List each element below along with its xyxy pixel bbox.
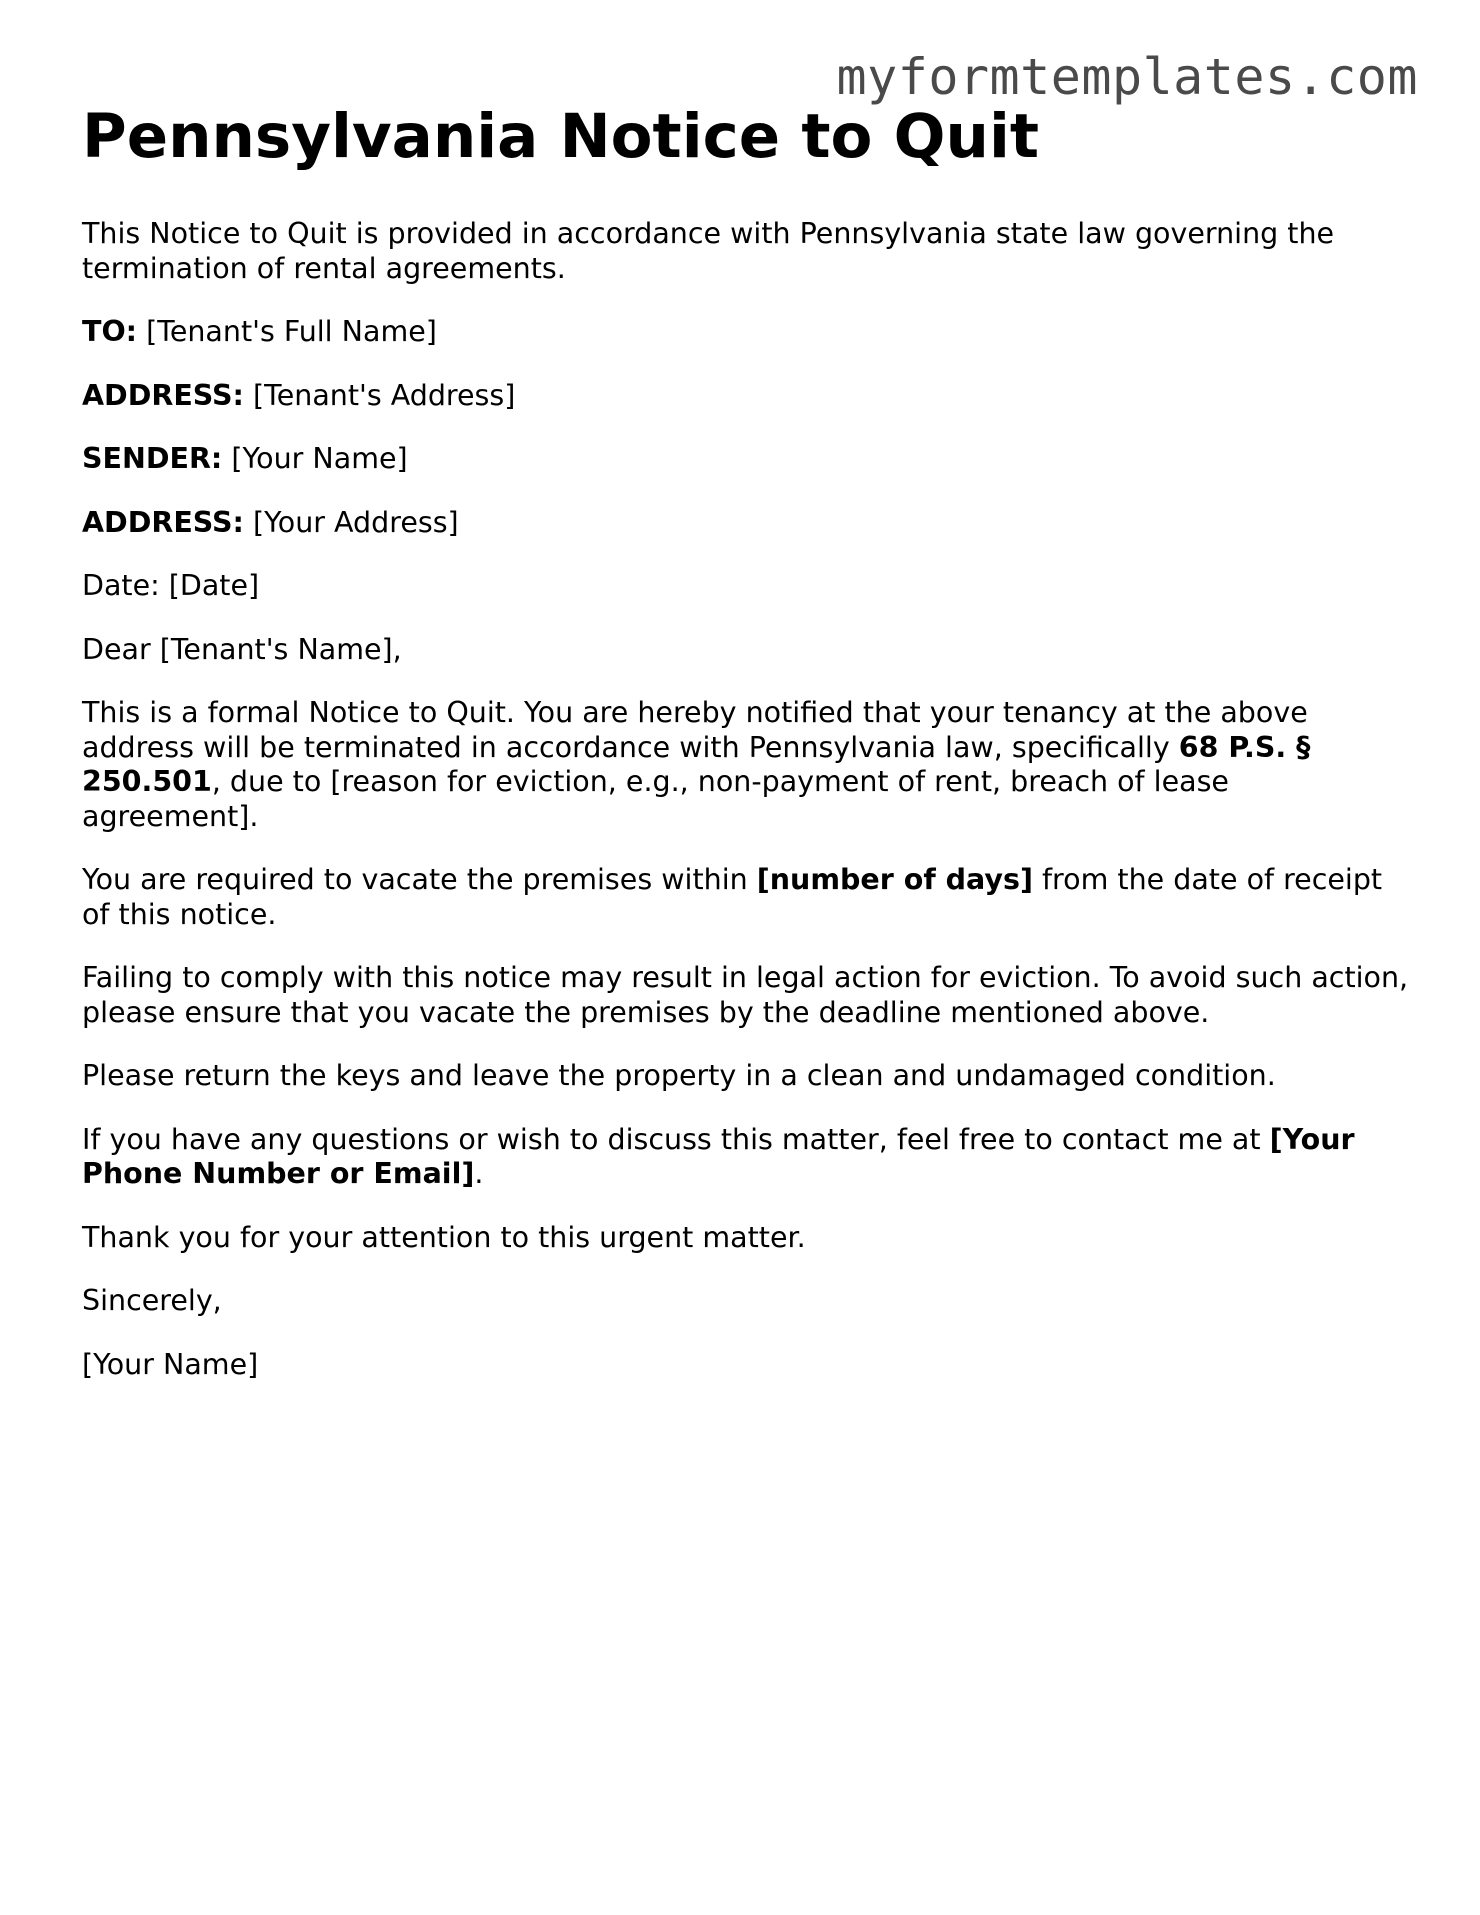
termination-text-start: This is a formal Notice to Quit. You are hereby notified that your tenancy at the above address will be terminated in accordance with Pennsylvania law, specifically (82, 696, 1308, 764)
notice-document (82, 100, 1412, 1411)
sender-label: SENDER: (82, 442, 223, 476)
site-watermark: myformtemplates.com (836, 48, 1418, 106)
intro-paragraph: This Notice to Quit is provided in accordance with Pennsylvania state law governing the termination of rental agreements. (82, 217, 1335, 285)
recipient-address-label: ADDRESS: (82, 378, 244, 412)
page-title: Pennsylvania Notice to Quit (82, 101, 1040, 172)
contact-text-start: If you have any questions or wish to discuss this matter, feel free to contact me at (82, 1122, 1270, 1156)
sender-address: [Your Address] (253, 505, 459, 539)
termination-paragraph (82, 696, 1412, 834)
sender-address-label: ADDRESS: (82, 505, 244, 539)
recipient-label: TO: (82, 315, 138, 349)
vacate-text-end: from the date of receipt of this notice. (82, 863, 1383, 931)
vacate-paragraph (82, 863, 1412, 932)
vacate-days: [number of days] (756, 863, 1033, 897)
recipient-name: [Tenant's Full Name] (146, 315, 437, 349)
recipient-address: [Tenant's Address] (253, 378, 516, 412)
thanks-paragraph: Thank you for your attention to this urgent matter. (82, 1220, 806, 1254)
statute-reference: 68 P.S. § 250.501 (82, 730, 1311, 799)
contact-paragraph (82, 1123, 1412, 1192)
sender-address-line (82, 506, 1412, 541)
termination-text-end: , due to [reason for eviction, e.g., non-payment of rent, breach of lease agreement]. (82, 765, 1229, 833)
salutation: Dear [Tenant's Name], (82, 632, 402, 666)
sender-line (82, 442, 1412, 477)
contact-placeholder: [Your Phone Number or Email] (82, 1122, 1355, 1191)
contact-text-end: . (474, 1157, 484, 1191)
date-line: Date: [Date] (82, 569, 260, 603)
vacate-text-start: You are required to vacate the premises within (82, 863, 757, 897)
sender-name: [Your Name] (231, 442, 408, 476)
closing: Sincerely, (82, 1284, 222, 1318)
keys-paragraph: Please return the keys and leave the property in a clean and undamaged condition. (82, 1059, 1276, 1093)
recipient-line (82, 315, 1412, 350)
recipient-address-line (82, 379, 1412, 414)
compliance-paragraph: Failing to comply with this notice may result in legal action for eviction. To avoid such action, please ensure that you vacate the premises by the deadline mentioned above. (82, 961, 1409, 1029)
signature: [Your Name] (82, 1347, 259, 1381)
